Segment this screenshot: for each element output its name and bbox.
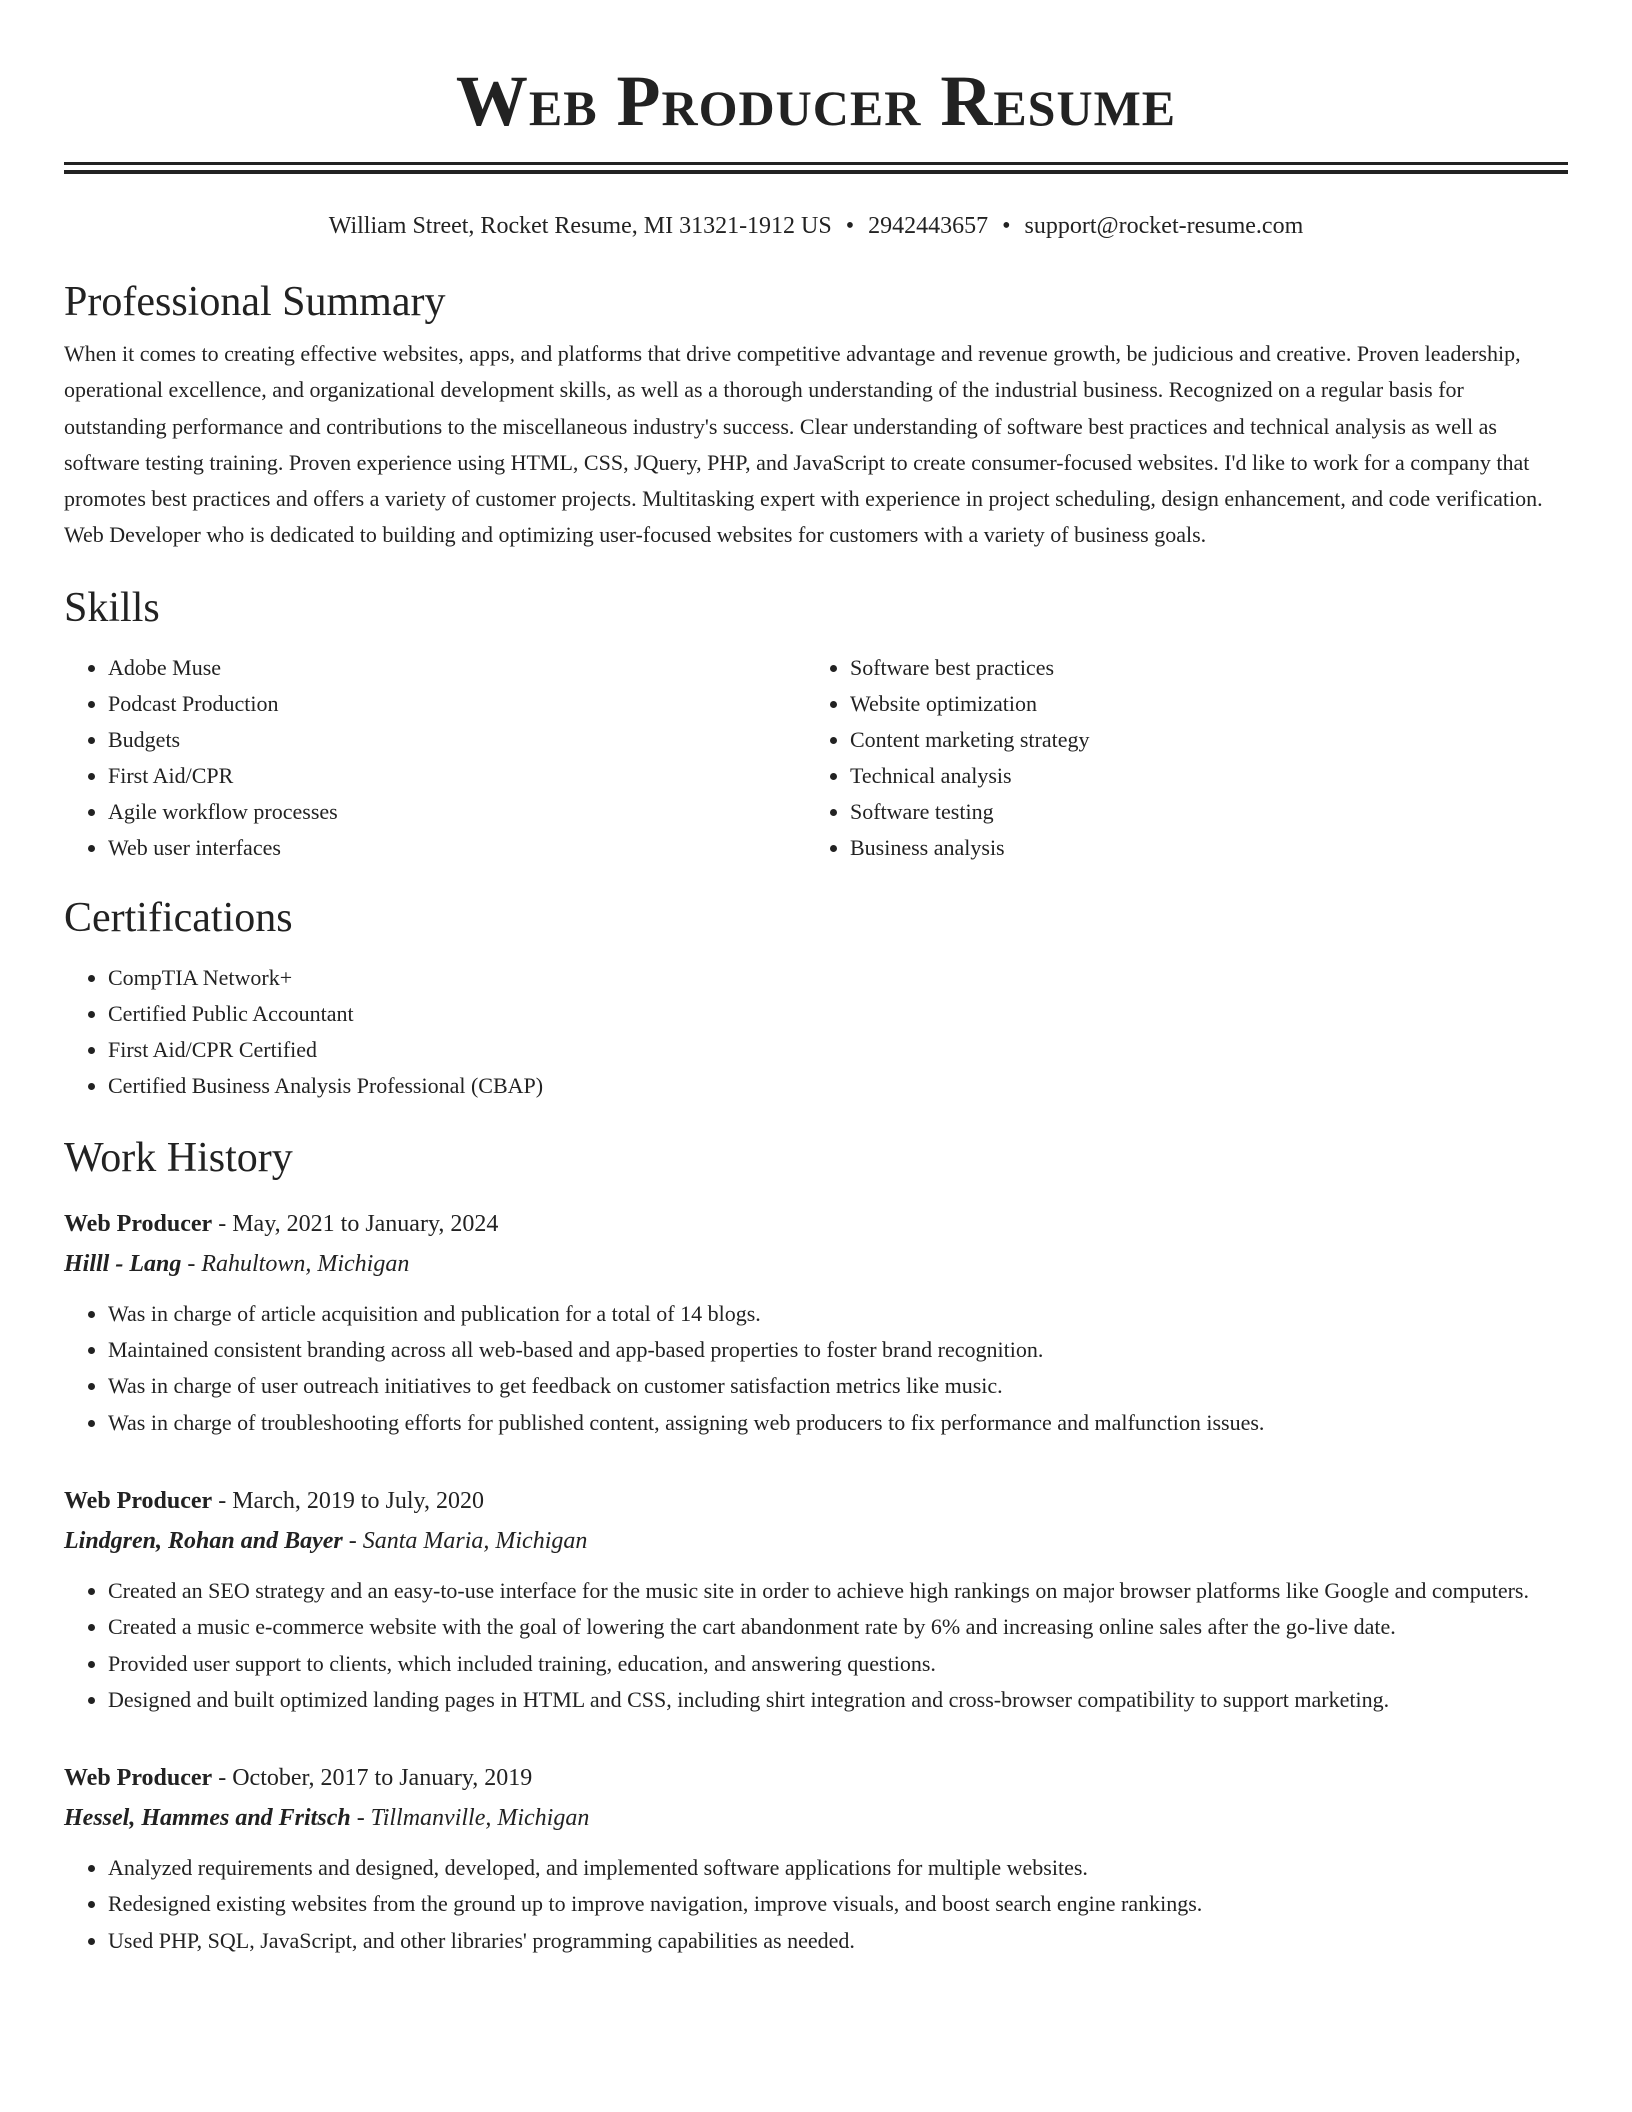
skills-columns — [64, 650, 1568, 866]
job-bullet: • Was in charge of user outreach initiatives to get feedback on customer satisfaction metrics like music. — [108, 1368, 1568, 1404]
job-bullets — [64, 1850, 1568, 1959]
work-history-section — [64, 1132, 1568, 1959]
skill-item: • Podcast Production — [108, 686, 806, 722]
job-role: Web Producer — [64, 1487, 213, 1514]
certification-item: • Certified Business Analysis Professional (CBAP) — [108, 1068, 1568, 1104]
summary-heading: Professional Summary — [64, 279, 446, 325]
skill-item: • First Aid/CPR — [108, 758, 806, 794]
job-bullet: • Analyzed requirements and designed, developed, and implemented software applications for multiple websites. — [108, 1850, 1568, 1886]
skill-item: • Technical analysis — [850, 758, 1548, 794]
job-location: - Tillmanville, Michigan — [350, 1805, 590, 1832]
job-company-line — [64, 1244, 1568, 1284]
page-title: Web Producer Resume — [455, 61, 1177, 141]
skill-item: • Adobe Muse — [108, 650, 806, 686]
job-role: Web Producer — [64, 1210, 213, 1237]
contact-phone: 2942443657 — [868, 213, 989, 239]
title-divider-top — [64, 162, 1568, 165]
job-title-line — [64, 1481, 1568, 1521]
job-bullet: • Created an SEO strategy and an easy-to-use interface for the music site in order to achieve high rankings on major browser platforms like Google and computers. — [108, 1573, 1568, 1609]
certifications-heading: Certifications — [64, 894, 293, 941]
skills-column-left — [64, 650, 806, 866]
skills-section — [64, 582, 1568, 866]
job-company-line — [64, 1798, 1568, 1838]
resume-page — [64, 0, 1568, 1959]
contact-address: William Street, Rocket Resume, MI 31321-1912 US — [328, 213, 832, 239]
skill-item: • Agile workflow processes — [108, 794, 806, 830]
job-company: Hilll - Lang — [64, 1250, 182, 1277]
job-bullet: • Provided user support to clients, which included training, education, and answering questions. — [108, 1646, 1568, 1682]
contact-line — [64, 210, 1568, 242]
job-bullet: • Was in charge of troubleshooting efforts for published content, assigning web producers to fix performance and malfunction issues. — [108, 1405, 1568, 1441]
summary-section — [64, 276, 1568, 554]
job-location: - Rahultown, Michigan — [181, 1250, 410, 1277]
job-bullets — [64, 1296, 1568, 1441]
contact-separator: • — [1002, 213, 1011, 239]
job-entry — [64, 1758, 1568, 1959]
title-divider-bottom — [64, 170, 1568, 174]
job-company: Hessel, Hammes and Fritsch — [64, 1805, 351, 1832]
job-bullet: • Maintained consistent branding across all web-based and app-based properties to foster brand recognition. — [108, 1332, 1568, 1368]
job-location: - Santa Maria, Michigan — [342, 1527, 588, 1554]
job-bullet: • Redesigned existing websites from the ground up to improve navigation, improve visuals, and boost search engine rankings. — [108, 1886, 1568, 1922]
summary-text: When it comes to creating effective websites, apps, and platforms that drive competitive advantage and revenue growth, be judicious and creative. Proven leadership, operational excellence, and organizational development skills, as well as a thorough understanding of the industrial business. Recognized on a regular basis for outstanding performance and contributions to the miscellaneous industry's success. Clear understanding of software best practices and technical analysis as well as software testing training. Proven experience using HTML, CSS, JQuery, PHP, and JavaScript to create consumer-focused websites. I'd like to work for a company that promotes best practices and offers a variety of customer projects. Multitasking expert with experience in project scheduling, design enhancement, and code verification. Web Developer who is dedicated to building and optimizing user-focused websites for customers with a variety of business goals. — [64, 341, 1543, 548]
skill-item: • Website optimization — [850, 686, 1548, 722]
skill-item: • Budgets — [108, 722, 806, 758]
skill-item: • Business analysis — [850, 830, 1548, 866]
job-dates: - May, 2021 to January, 2024 — [212, 1210, 499, 1237]
job-entry — [64, 1204, 1568, 1441]
skills-list-left — [64, 650, 806, 866]
certification-item: • First Aid/CPR Certified — [108, 1032, 1568, 1068]
job-bullet: • Created a music e-commerce website with the goal of lowering the cart abandonment rate by 6% and increasing online sales after the go-live date. — [108, 1609, 1568, 1645]
certifications-section — [64, 892, 1568, 1104]
job-company-line — [64, 1521, 1568, 1561]
skills-list-right — [806, 650, 1548, 866]
job-bullet: • Was in charge of article acquisition and publication for a total of 14 blogs. — [108, 1296, 1568, 1332]
certification-item: • Certified Public Accountant — [108, 996, 1568, 1032]
job-bullets — [64, 1573, 1568, 1718]
contact-email: support@rocket-resume.com — [1024, 213, 1304, 239]
job-bullet: • Used PHP, SQL, JavaScript, and other libraries' programming capabilities as needed. — [108, 1923, 1568, 1959]
skills-column-right — [806, 650, 1548, 866]
contact-separator: • — [845, 213, 855, 239]
certification-item: • CompTIA Network+ — [108, 960, 1568, 996]
job-title-line — [64, 1204, 1568, 1244]
job-title-line — [64, 1758, 1568, 1798]
certifications-list — [64, 960, 1568, 1104]
job-dates: - March, 2019 to July, 2020 — [212, 1487, 484, 1514]
work-history-heading: Work History — [64, 1134, 293, 1181]
skill-item: • Web user interfaces — [108, 830, 806, 866]
job-role: Web Producer — [64, 1765, 213, 1792]
job-entry — [64, 1481, 1568, 1718]
job-bullet: • Designed and built optimized landing pages in HTML and CSS, including shirt integration and cross-browser compatibility to support marketing. — [108, 1682, 1568, 1718]
skill-item: • Content marketing strategy — [850, 722, 1548, 758]
job-company: Lindgren, Rohan and Bayer — [64, 1527, 343, 1554]
skills-heading: Skills — [64, 584, 160, 631]
skill-item: • Software testing — [850, 794, 1548, 830]
skill-item: • Software best practices — [850, 650, 1548, 686]
job-dates: - October, 2017 to January, 2019 — [212, 1765, 533, 1792]
